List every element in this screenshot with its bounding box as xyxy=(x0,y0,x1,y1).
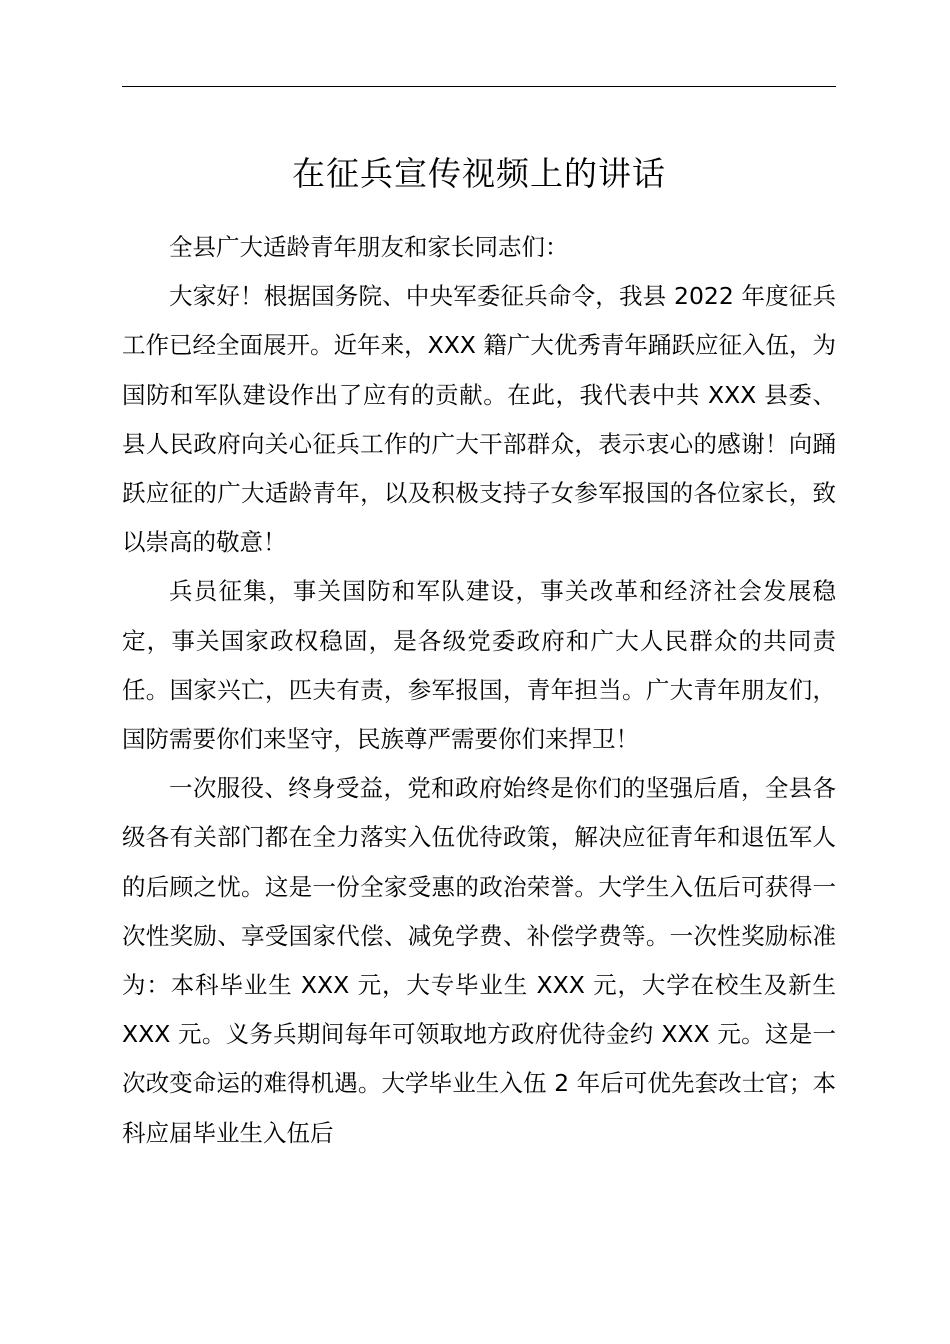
salutation: 全县广大适龄青年朋友和家长同志们： xyxy=(169,233,569,261)
header-rule xyxy=(122,86,836,87)
document-title: 在征兵宣传视频上的讲话 xyxy=(292,154,666,193)
body-paragraph: 一次服役、终身受益，党和政府始终是你们的坚强后盾，全县各级各有关部门都在全力落实入伍优待政策，解决应征青年和退伍军人的后顾之忧。这是一份全家受惠的政治荣誉。大学生入伍后可获得一次性奖励、享受国家代偿、减免学费、补偿学费等。一次性奖励标准为：本科毕业生 XXX 元，大专毕业生 XXX 元，大学在校生及新生 XXX 元。义务兵期间每年可领取地方政府优待金约 XXX 元。这是一次改变命运的难得机遇。大学毕业生入伍 2 年后可优先套改士官；本科应届毕业生入伍后 xyxy=(122,774,836,1147)
body-paragraph: 大家好！根据国务院、中央军委征兵命令，我县 2022 年度征兵工作已经全面展开。近年来，XXX 籍广大优秀青年踊跃应征入伍，为国防和军队建设作出了应有的贡献。在此，我代表中共 XXX 县委、县人民政府向关心征兵工作的广大干部群众，表示衷心的感谢！向踊跃应征的广大适龄青年，以及积极支持子女参军报国的各位家长，致以崇高的敬意！ xyxy=(122,282,836,557)
document-body xyxy=(122,223,836,1158)
body-paragraph: 兵员征集，事关国防和军队建设，事关改革和经济社会发展稳定，事关国家政权稳固，是各级党委政府和广大人民群众的共同责任。国家兴亡，匹夫有责，参军报国，青年担当。广大青年朋友们，国防需要你们来坚守，民族尊严需要你们来捍卫！ xyxy=(122,577,836,754)
